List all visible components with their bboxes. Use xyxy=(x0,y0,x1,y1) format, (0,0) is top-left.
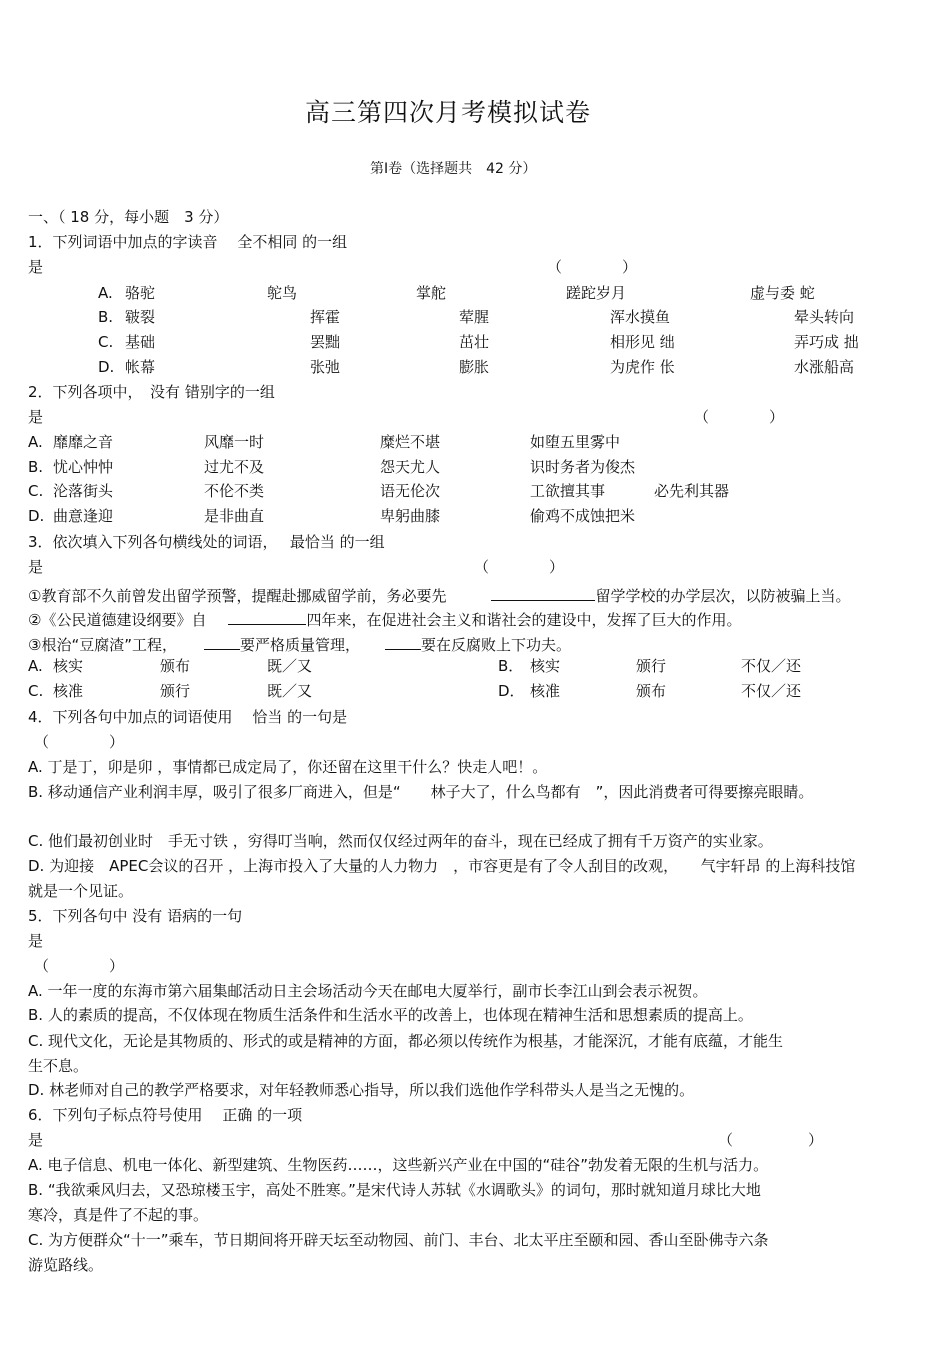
q5-stem: 5．下列各句中 没有 语病的一句 xyxy=(28,907,243,925)
q1-option-a-letter: A. xyxy=(98,284,113,302)
q5-shi: 是 xyxy=(28,932,44,950)
q5-option-d: D. 林老师对自己的教学严格要求，对年轻教师悉心指导，所以我们选他作学科带头人是当之无愧的。 xyxy=(28,1081,695,1099)
q1-stem: 1．下列词语中加点的字读音 全不相同 的一组 xyxy=(28,233,348,251)
q1-option-d-letter: D. xyxy=(98,358,115,376)
q3-option-d-word: 核准 xyxy=(530,682,561,700)
q2-answer-bracket: （ ） xyxy=(694,408,785,426)
q2-option-b-letter: B. xyxy=(28,458,44,476)
q6-option-a: A. 电子信息、机电一体化、新型建筑、生物医药……，这些新兴产业在中国的“硅谷”勃发着无限的生机与活力。 xyxy=(28,1156,769,1174)
q1-option-c-word: 茁壮 xyxy=(459,333,490,351)
q2-option-a-word: 糜烂不堪 xyxy=(380,433,441,451)
q1-option-b-letter: B. xyxy=(98,308,114,326)
q1-answer-bracket: （ ） xyxy=(547,258,638,276)
q3-sentence-2-start: ②《公民道德建设纲要》自 xyxy=(28,611,207,629)
q2-option-d-word: 偷鸡不成蚀把米 xyxy=(530,507,636,525)
q4-answer-bracket: （ ） xyxy=(34,733,125,751)
q3-sentence-3-end: 要在反腐败上下功夫。 xyxy=(421,636,572,654)
q3-option-d-word: 不仅／还 xyxy=(741,682,802,700)
q1-option-d-word: 膨胀 xyxy=(459,358,490,376)
q3-option-c-letter: C. xyxy=(28,682,44,700)
q3-option-b-word: 核实 xyxy=(530,657,561,675)
q1-option-c-word: 弄巧成 拙 xyxy=(794,333,859,351)
q4-stem: 4．下列各句中加点的词语使用 恰当 的一句是 xyxy=(28,708,348,726)
q6-stem: 6．下列句子标点符号使用 正确 的一项 xyxy=(28,1106,303,1124)
q1-option-b-word: 浑水摸鱼 xyxy=(610,308,671,326)
q1-option-d-word: 水涨船高 xyxy=(794,358,855,376)
q1-option-d-word: 张弛 xyxy=(310,358,341,376)
q2-option-c-word: 必先利其器 xyxy=(654,482,730,500)
q3-option-c-word: 核准 xyxy=(53,682,84,700)
q3-stem: 3．依次填入下列各句横线处的词语， 最恰当 的一组 xyxy=(28,533,385,551)
q2-option-d-letter: D. xyxy=(28,507,45,525)
q1-option-d-word: 为虎作 伥 xyxy=(610,358,675,376)
page-title: 高三第四次月考模拟试卷 xyxy=(305,98,592,127)
fill-blank xyxy=(385,634,421,650)
q3-sentence-1-start: ①教育部不久前曾发出留学预警，提醒赴挪威留学前，务必要先 xyxy=(28,587,447,605)
q4-option-d: D. 为迎接 APEC会议的召开 ，上海市投入了大量的人力物力 ，市容更是有了令人刮目的改观， 气宇轩昂 的上海科技馆 xyxy=(28,857,856,875)
q2-option-c-word: 沦落街头 xyxy=(53,482,114,500)
q3-option-a-letter: A. xyxy=(28,657,43,675)
q1-shi: 是 xyxy=(28,258,44,276)
q6-answer-bracket: （ ） xyxy=(718,1131,824,1149)
q3-option-d-word: 颁布 xyxy=(636,682,667,700)
q2-option-b-word: 过尤不及 xyxy=(204,458,265,476)
q2-stem: 2．下列各项中， 没有 错别字的一组 xyxy=(28,383,275,401)
q2-option-a-word: 靡靡之音 xyxy=(53,433,114,451)
q3-option-b-word: 颁行 xyxy=(636,657,667,675)
q5-option-c-cont: 生不息。 xyxy=(28,1057,89,1075)
q1-option-c-word: 相形见 绌 xyxy=(610,333,675,351)
q5-option-b: B. 人的素质的提高，不仅体现在物质生活条件和生活水平的改善上，也体现在精神生活和思想素质的提高上。 xyxy=(28,1006,753,1024)
q3-sentence-3 xyxy=(28,634,571,653)
section-subtitle: 第Ⅰ卷（选择题共 42 分） xyxy=(370,161,537,177)
q4-option-d-cont: 就是一个见证。 xyxy=(28,882,134,900)
q1-option-c-letter: C. xyxy=(98,333,114,351)
q1-option-a-word: 蹉跎岁月 xyxy=(566,284,627,302)
q3-option-a-word: 颁布 xyxy=(160,657,191,675)
q2-option-d-word: 是非曲直 xyxy=(204,507,265,525)
q2-option-c-word: 语无伦次 xyxy=(380,482,441,500)
q1-option-b-word: 皲裂 xyxy=(125,308,156,326)
q3-sentence-1 xyxy=(28,585,850,604)
fill-blank xyxy=(228,609,306,625)
q4-option-c: C. 他们最初创业时 手无寸铁 ，穷得叮当响，然而仅仅经过两年的奋斗，现在已经成了拥有千万资产的实业家。 xyxy=(28,832,773,850)
q2-option-c-word: 工欲擅其事 xyxy=(530,482,606,500)
fill-blank xyxy=(204,634,240,650)
q6-option-b: B. “我欲乘风归去，又恐琼楼玉宇，高处不胜寒。”是宋代诗人苏轼《水调歌头》的词句，那时就知道月球比大地 xyxy=(28,1181,761,1199)
q2-option-a-word: 风靡一时 xyxy=(204,433,265,451)
q1-option-a-word: 虚与委 蛇 xyxy=(750,284,815,302)
q3-answer-bracket: （ ） xyxy=(474,558,565,576)
q3-option-a-word: 既／又 xyxy=(267,657,313,675)
q2-option-a-word: 如堕五里雾中 xyxy=(530,433,621,451)
q2-option-c-word: 不伦不类 xyxy=(204,482,265,500)
q5-option-c: C. 现代文化，无论是其物质的、形式的或是精神的方面，都必须以传统作为根基，才能深沉，才能有底蕴，才能生 xyxy=(28,1032,784,1050)
q6-option-c: C. 为方便群众“十一”乘车，节日期间将开辟天坛至动物园、前门、丰台、北太平庄至颐和园、香山至卧佛寺六条 xyxy=(28,1231,769,1249)
q2-option-b-word: 怨天尤人 xyxy=(380,458,441,476)
q4-option-b: B. 移动通信产业利润丰厚，吸引了很多厂商进入，但是“ 林子大了，什么鸟都有 ”，因此消费者可得要擦亮眼睛。 xyxy=(28,783,814,801)
q4-option-a: A. 丁是丁，卯是卯 ，事情都已成定局了，你还留在这里干什么？快走人吧！。 xyxy=(28,758,548,776)
q1-option-a-word: 鸵鸟 xyxy=(267,284,298,302)
q3-option-a-word: 核实 xyxy=(53,657,84,675)
q2-option-d-word: 卑躬曲膝 xyxy=(380,507,441,525)
q3-option-c-word: 既／又 xyxy=(267,682,313,700)
q3-option-b-word: 不仅／还 xyxy=(741,657,802,675)
q1-option-a-word: 骆驼 xyxy=(125,284,156,302)
q3-sentence-3-mid: 要严格质量管理， xyxy=(240,636,361,654)
q6-option-b-cont: 寒冷，真是件了不起的事。 xyxy=(28,1206,209,1224)
q5-option-a: A. 一年一度的东海市第六届集邮活动日主会场活动今天在邮电大厦举行，副市长李江山到会表示祝贺。 xyxy=(28,982,708,1000)
q3-sentence-2 xyxy=(28,609,741,628)
q3-sentence-1-end: 留学学校的办学层次，以防被骗上当。 xyxy=(595,587,851,605)
q1-option-c-word: 基础 xyxy=(125,333,156,351)
q2-option-b-word: 忧心忡忡 xyxy=(53,458,114,476)
section1-header: 一、（ 18 分，每小题 3 分） xyxy=(28,208,229,226)
q3-sentence-2-end: 四年来，在促进社会主义和谐社会的建设中，发挥了巨大的作用。 xyxy=(306,611,742,629)
q6-option-c-cont: 游览路线。 xyxy=(28,1256,104,1274)
q3-option-d-letter: D． xyxy=(498,682,525,700)
q3-option-b-letter: B． xyxy=(498,657,524,675)
q1-option-b-word: 荤腥 xyxy=(459,308,490,326)
q1-option-d-word: 帐幕 xyxy=(125,358,156,376)
q1-option-c-word: 罢黜 xyxy=(310,333,341,351)
q2-option-d-word: 曲意逢迎 xyxy=(53,507,114,525)
q1-option-b-word: 晕头转向 xyxy=(794,308,855,326)
q2-shi: 是 xyxy=(28,408,44,426)
q1-option-b-word: 挥霍 xyxy=(310,308,341,326)
q5-answer-bracket: （ ） xyxy=(34,957,125,975)
q3-sentence-3-start: ③根治“豆腐渣”工程， xyxy=(28,636,177,654)
q2-option-b-word: 识时务者为俊杰 xyxy=(530,458,636,476)
q2-option-a-letter: A. xyxy=(28,433,43,451)
q2-option-c-letter: C. xyxy=(28,482,44,500)
q1-option-a-word: 掌舵 xyxy=(416,284,447,302)
q6-shi: 是 xyxy=(28,1131,44,1149)
q3-option-c-word: 颁行 xyxy=(160,682,191,700)
fill-blank xyxy=(491,585,595,601)
q3-shi: 是 xyxy=(28,558,44,576)
